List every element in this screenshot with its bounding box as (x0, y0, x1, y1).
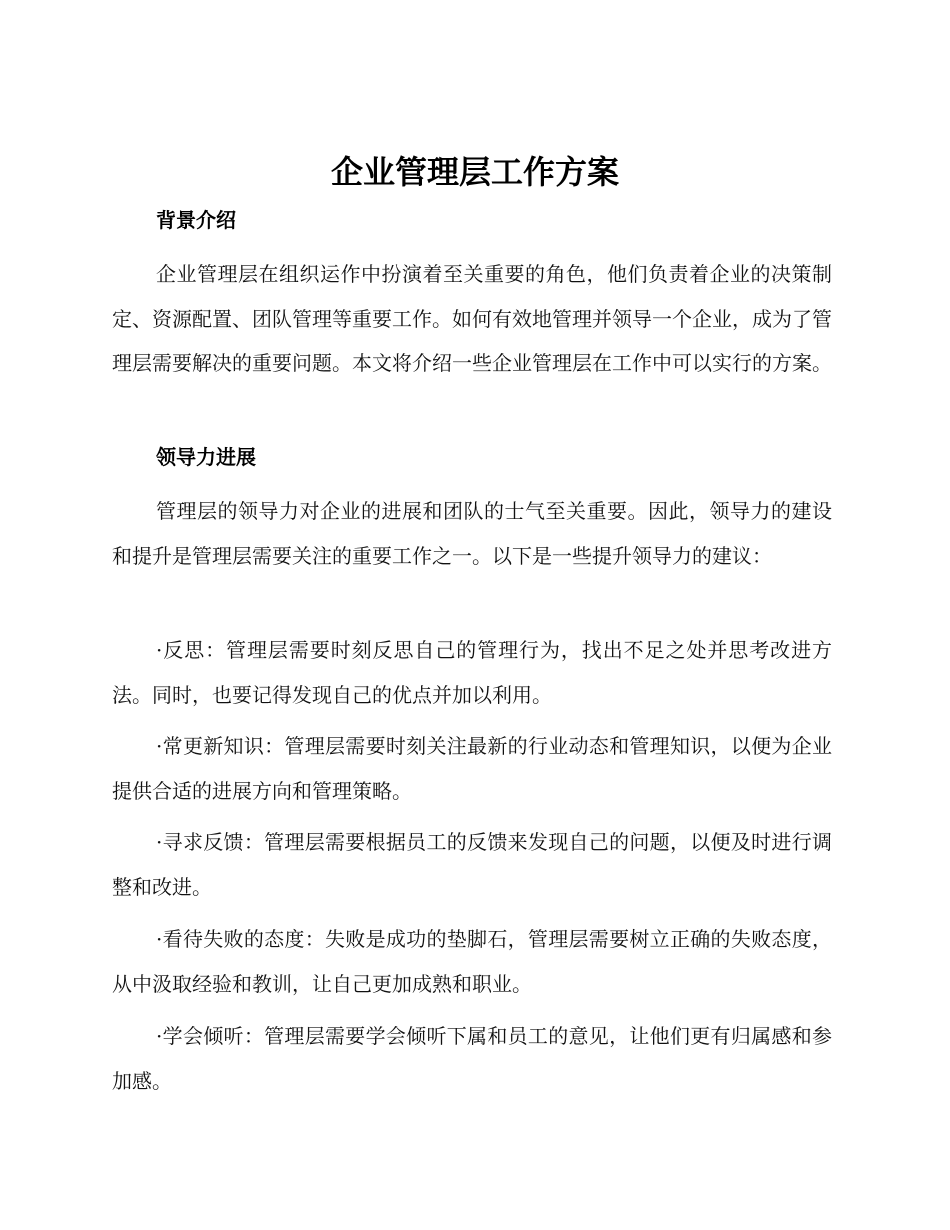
bullet-item-learn-to-listen: ·学会倾听：管理层需要学会倾听下属和员工的意见，让他们更有归属感和参加感。 (112, 1024, 832, 1093)
section-heading-background: 背景介绍 (156, 208, 236, 232)
bullet-item-reflection: ·反思：管理层需要时刻反思自己的管理行为，找出不足之处并思考改进方法。同时，也要记得发现自己的优点并加以利用。 (112, 638, 832, 707)
paragraph-background: 企业管理层在组织运作中扮演着至关重要的角色，他们负责着企业的决策制定、资源配置、团队管理等重要工作。如何有效地管理并领导一个企业，成为了管理层需要解决的重要问题。本文将介绍一些企业管理层在工作中可以实行的方案。 (112, 262, 832, 375)
bullet-item-attitude-to-failure: ·看待失败的态度：失败是成功的垫脚石，管理层需要树立正确的失败态度，从中汲取经验和教训，让自己更加成熟和职业。 (112, 927, 832, 996)
document-title: 企业管理层工作方案 (330, 153, 619, 191)
section-heading-leadership: 领导力进展 (156, 445, 256, 469)
paragraph-leadership-intro: 管理层的领导力对企业的进展和团队的士气至关重要。因此，领导力的建设和提升是管理层需要关注的重要工作之一。以下是一些提升领导力的建议： (112, 499, 832, 568)
bullet-item-seek-feedback: ·寻求反馈：管理层需要根据员工的反馈来发现自己的问题，以便及时进行调整和改进。 (112, 830, 832, 899)
bullet-item-update-knowledge: ·常更新知识：管理层需要时刻关注最新的行业动态和管理知识，以便为企业提供合适的进展方向和管理策略。 (112, 734, 832, 803)
